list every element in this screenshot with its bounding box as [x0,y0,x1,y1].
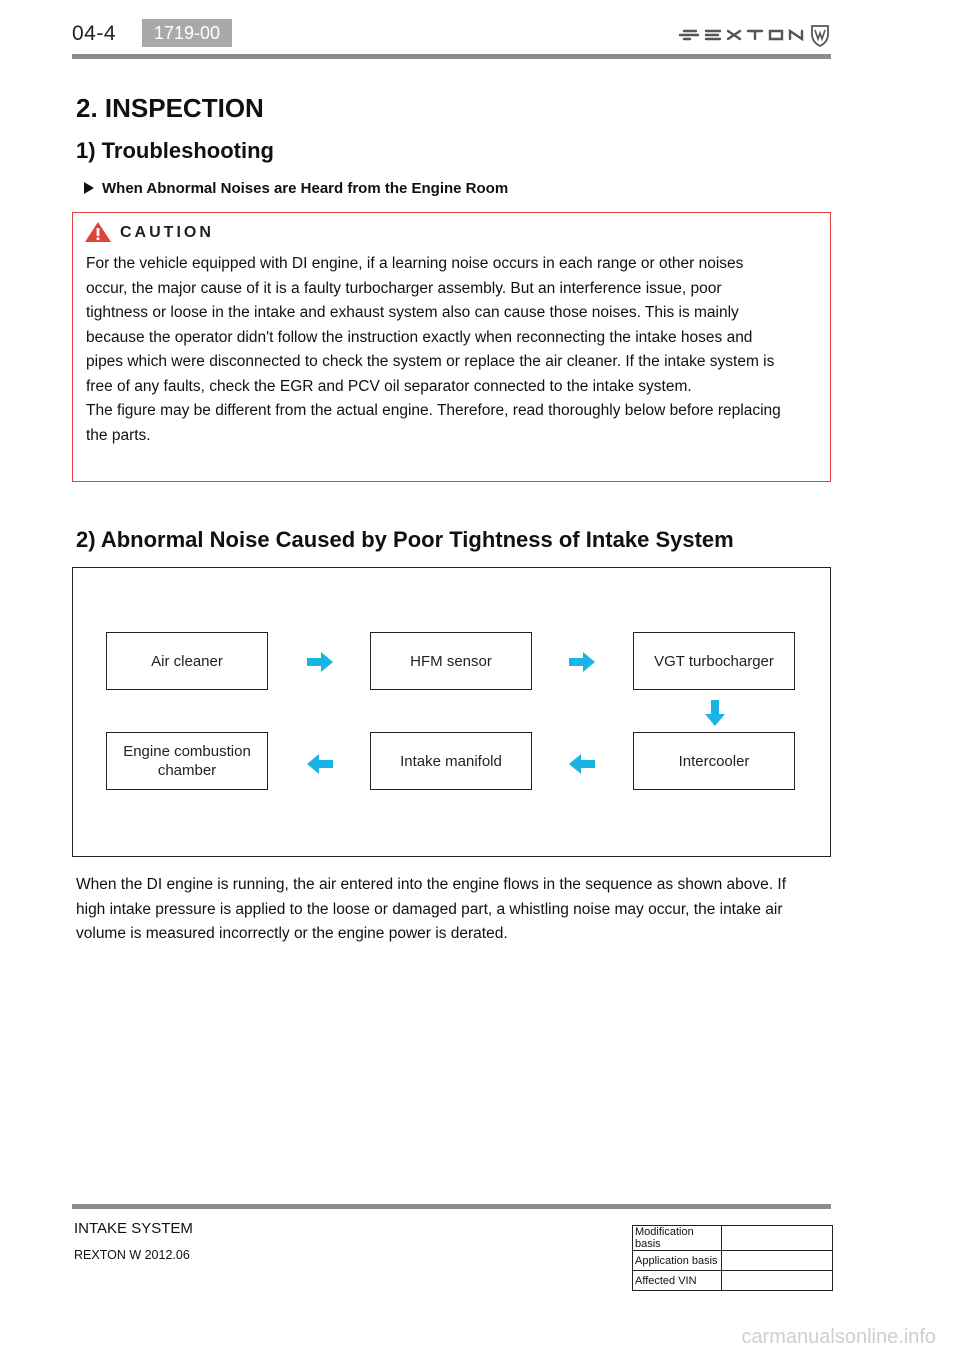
section-title: 2. INSPECTION [76,93,264,123]
revision-row [633,1271,833,1291]
arrow-right-icon [307,652,333,672]
node-air-cleaner [106,632,268,690]
caution-line: free of any faults, check the EGR and PCV oil separator connected to the intake system. [86,377,692,395]
arrow-right-icon [569,652,595,672]
node-label-line2: chamber [157,762,217,779]
intake-flow-diagram [72,567,831,857]
arrow-down-icon [705,700,725,726]
node-label [123,742,251,780]
revision-value [722,1251,833,1271]
node-engine-combustion-chamber [106,732,268,790]
caution-title: CAUTION [120,224,214,241]
revision-label: Application basis [633,1251,722,1271]
caution-line: the parts. [86,426,151,444]
node-label: Intake manifold [400,752,502,770]
revision-row [633,1251,833,1271]
body-line: volume is measured incorrectly or the engine power is derated. [76,925,508,942]
node-label: Intercooler [678,752,750,770]
node-label: HFM sensor [410,652,492,670]
watermark [0,1326,960,1349]
subsection-title-abnormal-noise: 2) Abnormal Noise Caused by Poor Tightness of Intake System [76,527,734,552]
rexton-logo [676,22,832,48]
body-line: When the DI engine is running, the air entered into the engine flows in the sequence as shown above. If [76,876,787,893]
node-intercooler [633,732,795,790]
watermark-text: carmanualsonline.info [741,1326,936,1348]
page-number: 04-4 [72,22,117,45]
caution-line: occur, the major cause of it is a faulty turbocharger assembly. But an interference issue, poor [86,279,722,297]
caution-line: For the vehicle equipped with DI engine, if a learning noise occurs in each range or other noises [86,255,744,272]
bullet-heading [84,180,508,197]
node-intake-manifold [370,732,532,790]
footer-chapter-title: INTAKE SYSTEM [74,1220,193,1237]
revision-label: Affected VIN [633,1271,722,1291]
body-paragraph [76,873,836,947]
bullet-heading-text: When Abnormal Noises are Heard from the Engine Room [102,180,509,197]
node-label: VGT turbocharger [654,652,774,670]
revision-table [632,1225,833,1291]
caution-line: tightness or loose in the intake and exhaust system also can cause those noises. This is mainly [86,304,739,321]
footer-rule [72,1204,831,1209]
arrow-left-icon [307,754,333,774]
triangle-bullet-icon [84,182,94,194]
body-line: high intake pressure is applied to the loose or damaged part, a whistling noise may occur, the intake air [76,900,783,918]
revision-row [633,1226,833,1251]
caution-line: pipes which were disconnected to check the system or replace the air cleaner. If the intake system is [86,353,775,370]
caution-line: because the operator didn't follow the instruction exactly when reconnecting the intake hoses and [86,328,753,346]
revision-value [722,1226,833,1251]
revision-value [722,1271,833,1291]
node-vgt-turbocharger [633,632,795,690]
caution-line: The figure may be different from the actual engine. Therefore, read thoroughly below before replacing [86,402,781,419]
caution-text [86,252,818,448]
revision-label: Modification basis [633,1226,722,1251]
node-label: Air cleaner [151,652,223,670]
footer-model: REXTON W 2012.06 [74,1248,190,1262]
subsection-title-troubleshooting: 1) Troubleshooting [76,138,274,163]
header-rule [72,54,831,59]
node-label-line1: Engine combustion [123,743,251,760]
warning-triangle-icon [84,221,112,243]
section-code-badge: 1719-00 [142,19,232,47]
arrow-left-icon [569,754,595,774]
node-hfm-sensor [370,632,532,690]
